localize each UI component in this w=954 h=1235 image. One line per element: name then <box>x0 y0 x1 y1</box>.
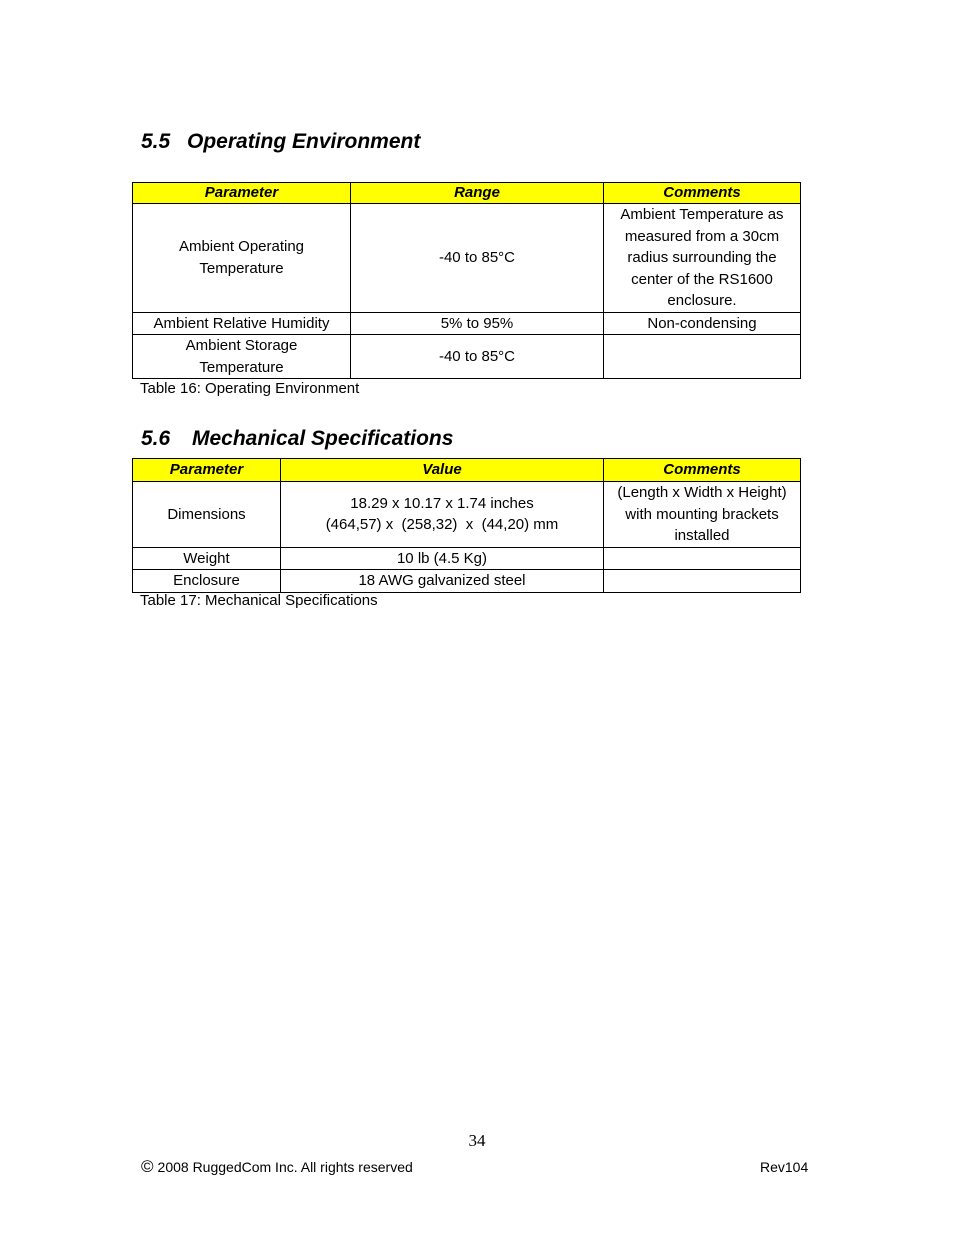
footer-copyright <box>141 1157 413 1177</box>
cell-value: 10 lb (4.5 Kg) <box>281 547 604 570</box>
section-number: 5.6 <box>141 427 171 450</box>
cell-comments <box>604 335 801 379</box>
cell-range: -40 to 85°C <box>351 335 604 379</box>
cell-value <box>281 482 604 548</box>
table-row <box>133 482 801 548</box>
footer-revision: Rev104 <box>760 1159 809 1175</box>
header-value: Value <box>281 459 604 482</box>
cell-comments: Non-condensing <box>604 312 801 335</box>
cell-comments <box>604 547 801 570</box>
table-row <box>133 204 801 313</box>
mechanical-specifications-table <box>132 458 801 593</box>
section-title: Operating Environment <box>187 130 421 153</box>
header-parameter: Parameter <box>133 183 351 204</box>
copyright-symbol: © <box>141 1157 154 1176</box>
table-row <box>133 335 801 379</box>
cell-parameter: Ambient Operating Temperature <box>133 204 351 313</box>
header-range: Range <box>351 183 604 204</box>
table-row <box>133 547 801 570</box>
table-caption: Table 16: Operating Environment <box>140 380 360 397</box>
value-line-inches: 18.29 x 10.17 x 1.74 inches <box>350 494 534 512</box>
section-title: Mechanical Specifications <box>192 427 454 450</box>
table-header-row <box>133 459 801 482</box>
page-number: 34 <box>468 1131 486 1150</box>
cell-comments: (Length x Width x Height) with mounting brackets installed <box>604 482 801 548</box>
cell-parameter: Ambient Storage Temperature <box>133 335 351 379</box>
cell-comments <box>604 570 801 593</box>
copyright-text: 2008 RuggedCom Inc. All rights reserved <box>157 1159 413 1175</box>
operating-environment-table <box>132 182 801 379</box>
header-comments: Comments <box>604 183 801 204</box>
table-caption: Table 17: Mechanical Specifications <box>140 592 378 609</box>
section-number: 5.5 <box>141 130 171 153</box>
table-row <box>133 570 801 593</box>
cell-parameter: Dimensions <box>133 482 281 548</box>
table-header-row <box>133 183 801 204</box>
cell-parameter: Weight <box>133 547 281 570</box>
header-parameter: Parameter <box>133 459 281 482</box>
cell-parameter: Enclosure <box>133 570 281 593</box>
section-heading-operating-environment <box>141 130 420 154</box>
table-row <box>133 312 801 335</box>
cell-range: 5% to 95% <box>351 312 604 335</box>
cell-value: 18 AWG galvanized steel <box>281 570 604 593</box>
cell-comments: Ambient Temperature as measured from a 30cm radius surrounding the center of the RS1600 enclosure. <box>604 204 801 313</box>
cell-range: -40 to 85°C <box>351 204 604 313</box>
value-line-mm: (464,57) x (258,32) x (44,20) mm <box>325 516 559 534</box>
header-comments: Comments <box>604 459 801 482</box>
section-heading-mechanical-specifications <box>141 427 453 451</box>
cell-parameter: Ambient Relative Humidity <box>133 312 351 335</box>
